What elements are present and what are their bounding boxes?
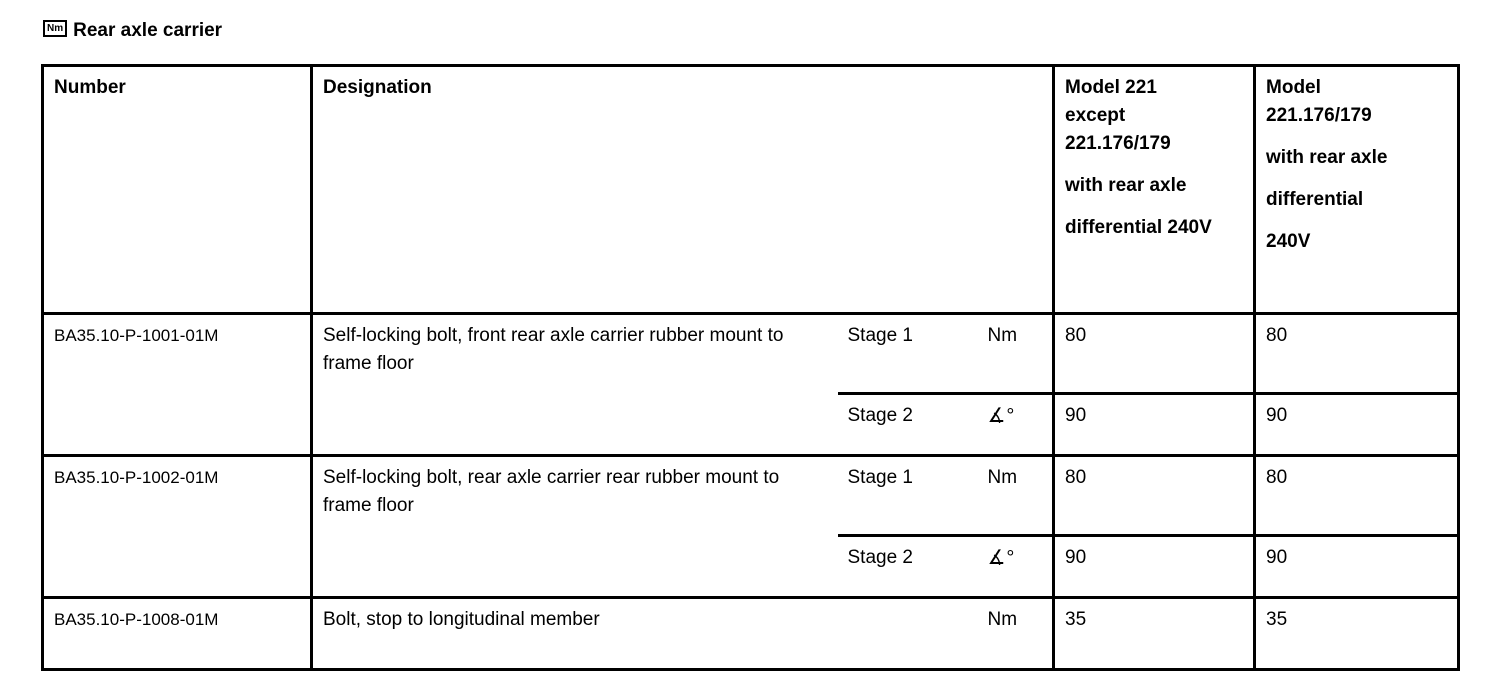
row-number: BA35.10-P-1008-01M — [43, 598, 312, 670]
value-model-a: 80 — [1054, 314, 1255, 394]
table-row — [43, 598, 1459, 670]
stage-label — [838, 598, 978, 670]
table-row — [43, 456, 1459, 536]
value-model-a: 35 — [1054, 598, 1255, 670]
unit-label: Nm — [978, 314, 1054, 394]
angle-icon: ∡° — [978, 394, 1054, 456]
value-model-b: 90 — [1255, 394, 1459, 456]
row-designation: Self-locking bolt, rear axle carrier rear rubber mount to frame floor — [312, 456, 838, 598]
row-designation: Self-locking bolt, front rear axle carrier rubber mount to frame floor — [312, 314, 838, 456]
value-model-b: 90 — [1255, 536, 1459, 598]
header-number: Number — [43, 66, 312, 314]
value-model-b: 80 — [1255, 456, 1459, 536]
header-model-a: Model 221 except 221.176/179 with rear axle differential 240V — [1054, 66, 1255, 314]
unit-label: Nm — [978, 598, 1054, 670]
torque-spec-table — [41, 64, 1460, 671]
value-model-a: 90 — [1054, 536, 1255, 598]
section-title-text: Rear axle carrier — [73, 20, 223, 41]
table-row — [43, 314, 1459, 394]
value-model-b: 35 — [1255, 598, 1459, 670]
header-model-b: Model 221.176/179 with rear axle differential 240V — [1255, 66, 1459, 314]
unit-label: Nm — [978, 456, 1054, 536]
row-number: BA35.10-P-1001-01M — [43, 314, 312, 456]
value-model-a: 90 — [1054, 394, 1255, 456]
stage-label: Stage 2 — [838, 394, 978, 456]
header-designation: Designation — [312, 66, 1054, 314]
value-model-a: 80 — [1054, 456, 1255, 536]
section-title — [43, 16, 222, 46]
torque-nm-icon: Nm — [43, 20, 67, 37]
value-model-b: 80 — [1255, 314, 1459, 394]
stage-label: Stage 2 — [838, 536, 978, 598]
angle-icon: ∡° — [978, 536, 1054, 598]
stage-label: Stage 1 — [838, 314, 978, 394]
header-row — [43, 66, 1459, 314]
row-designation: Bolt, stop to longitudinal member — [312, 598, 838, 670]
stage-label: Stage 1 — [838, 456, 978, 536]
row-number: BA35.10-P-1002-01M — [43, 456, 312, 598]
